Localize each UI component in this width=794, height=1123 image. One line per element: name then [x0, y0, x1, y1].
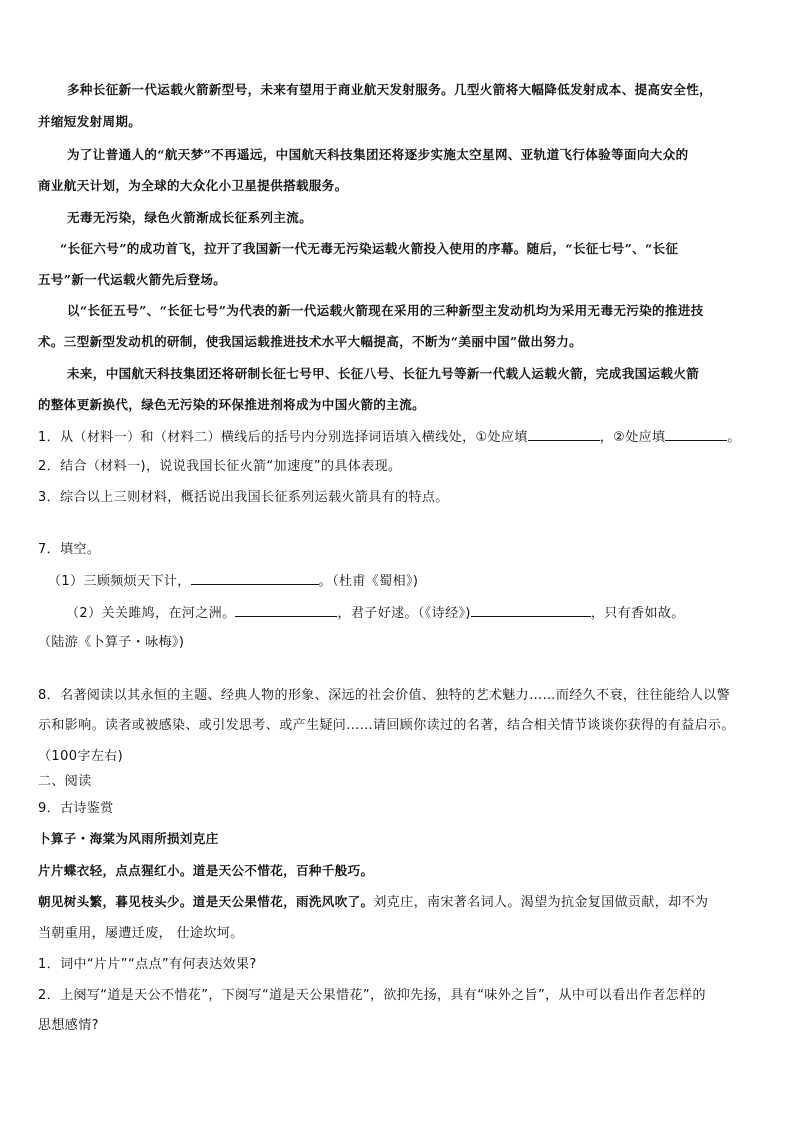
q7-line-1-text-b: 。（杜甫《蜀相》) — [318, 574, 419, 589]
q8-line-2: 示和影响。读者或被感染、或引发思考、或产生疑问……请回顾你读过的名著，结合相关情节谈谈你获得的有益启示。 — [38, 718, 735, 733]
q6-sub1 — [38, 426, 741, 448]
q6-blank-1[interactable] — [528, 426, 600, 441]
q9-poem-line-1: 片片蝶衣轻，点点猩红小。道是天公不惜花，百种千般巧。 — [38, 863, 374, 878]
q9-poem-title: 卜算子・海棠为风雨所损刘克庄 — [38, 831, 219, 846]
q7-line-1 — [48, 570, 418, 592]
q9-title: 9．古诗鉴赏 — [38, 801, 114, 816]
q6-sub2: 2．结合（材料一)，说说我国长征火箭“加速度”的具体表现。 — [38, 459, 402, 474]
material-line-4: 商业航天计划，为全球的大众化小卫星提供搭载服务。 — [38, 178, 348, 193]
q9-sub2-line-1: 2．上阕写“道是天公不惜花”，下阕写“道是天公果惜花”，欲抑先扬，具有“味外之旨”，从中可以看出作者怎样的 — [38, 988, 706, 1003]
material-line-6: “长征六号”的成功首飞，拉开了我国新一代无毒无污染运载火箭投入使用的序幕。随后，“长征七号”、“长征 — [60, 241, 679, 256]
q7-blank-3[interactable] — [471, 602, 591, 617]
q7-line-1-text-a: （1）三顾频烦天下计， — [48, 574, 191, 589]
q6-sub3: 3．综合以上三则材料，概括说出我国长征系列运载火箭具有的特点。 — [38, 490, 449, 505]
q9-poem-line-2 — [38, 892, 708, 913]
q7-blank-2[interactable] — [235, 602, 337, 617]
q7-line-3: （陆游《卜算子・咏梅》) — [38, 635, 185, 650]
material-line-5: 无毒无污染，绿色火箭渐成长征系列主流。 — [67, 210, 313, 225]
q6-blank-2[interactable] — [665, 426, 727, 441]
material-line-1: 多种长征新一代运载火箭新型号，未来有望用于商业航天发射服务。几型火箭将大幅降低发射成本、提高安全性， — [67, 82, 713, 97]
q8-line-1: 8．名著阅读以其永恒的主题、经典人物的形象、深远的社会价值、独特的艺术魅力……而经久不衰，往往能给人以警 — [38, 688, 731, 703]
q9-sub2-line-2: 思想感情? — [38, 1018, 99, 1033]
q7-line-2-text-c: ，只有香如故。 — [590, 606, 685, 621]
q7-line-2 — [66, 602, 685, 624]
q6-sub1-text-a: 1．从（材料一）和（材料二）横线后的括号内分别选择词语填入横线处，①处应填 — [38, 430, 528, 445]
material-line-2: 并缩短发射周期。 — [38, 114, 142, 129]
q9-poem-line-2-verse: 朝见树头繁，暮见枝头少。道是天公果惜花，雨洗风吹了。 — [38, 894, 374, 909]
q7-title: 7．填空。 — [38, 542, 101, 557]
material-line-8: 以“长征五号”、“长征七号”为代表的新一代运载火箭现在采用的三种新型主发动机均为采用无毒无污染的推进技 — [67, 303, 704, 318]
material-line-10: 未来，中国航天科技集团还将研制长征七号甲、长征八号、长征九号等新一代载人运载火箭，完成我国运载火箭 — [67, 366, 700, 381]
q7-line-2-text-b: ，君子好逑。（《诗经》) — [337, 606, 471, 621]
q9-sub1: 1．词中“片片”“点点”有何表达效果? — [38, 957, 257, 972]
q9-poem-line-3: 当朝重用，屡遭迁废， 仕途坎坷。 — [38, 926, 244, 941]
material-line-9: 术。三型新型发动机的研制，使我国运载推进技术水平大幅提高，不断为“美丽中国”做出努力。 — [38, 334, 583, 349]
q7-blank-1[interactable] — [191, 570, 319, 585]
q8-line-3: （100字左右) — [38, 749, 124, 764]
section-heading-reading: 二、阅读 — [38, 774, 92, 789]
q9-poem-line-2-note: 刘克庄，南宋著名词人。渴望为抗金复国做贡献，却不为 — [373, 895, 709, 910]
material-line-11: 的整体更新换代，绿色无污染的环保推进剂将成为中国火箭的主流。 — [38, 397, 426, 412]
material-line-3: 为了让普通人的“航天梦”不再遥远，中国航天科技集团还将逐步实施太空星网、亚轨道飞行体验等面向大众的 — [67, 147, 689, 162]
material-line-7: 五号”新一代运载火箭先后登场。 — [38, 272, 227, 287]
q6-sub1-text-c: 。 — [727, 430, 741, 445]
q6-sub1-text-b: ，②处应填 — [599, 430, 666, 445]
q7-line-2-text-a: （2）关关雎鸠，在河之洲。 — [66, 606, 236, 621]
